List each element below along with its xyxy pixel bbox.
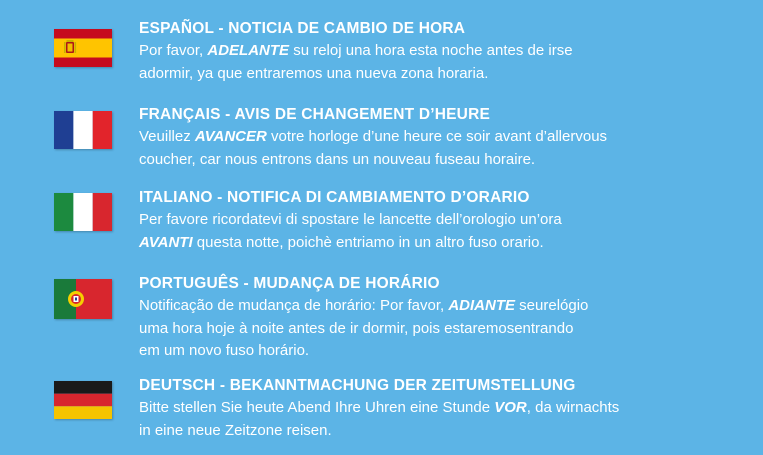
body-line: uma hora hoje à noite antes de ir dormir, pois estaremosentrando bbox=[139, 319, 574, 337]
emphasis: AVANTI bbox=[139, 233, 193, 251]
body-line: Veuillez AVANCER votre horloge d’une heure ce soir avant d’allervous bbox=[139, 128, 608, 145]
france-flag-icon bbox=[54, 111, 112, 149]
italy-flag-icon bbox=[54, 193, 112, 231]
portugal-flag-icon bbox=[54, 279, 112, 319]
section-text bbox=[139, 18, 739, 85]
body-line: AVANTI questa notte, poichè entriamo in un altro fuso orario. bbox=[139, 233, 544, 251]
body-line: Bitte stellen Sie heute Abend Ihre Uhren eine Stunde VOR, da wirnachts bbox=[139, 399, 620, 416]
body-line: Por favor, ADELANTE su reloj una hora esta noche antes de irse bbox=[139, 42, 573, 59]
body-line: adormir, ya que entraremos una nueva zona horaria. bbox=[139, 64, 489, 82]
section-text bbox=[139, 187, 739, 254]
section-title: ITALIANO - NOTIFICA DI CAMBIAMENTO D’ORARIO bbox=[139, 189, 530, 206]
section-text bbox=[139, 273, 739, 363]
section-text bbox=[139, 104, 739, 171]
section-title: DEUTSCH - BEKANNTMACHUNG DER ZEITUMSTELLUNG bbox=[139, 377, 576, 394]
body-line: Per favore ricordatevi di spostare le lancette dell’orologio un’ora bbox=[139, 211, 562, 228]
section-title: FRANÇAIS - AVIS DE CHANGEMENT D’HEURE bbox=[139, 106, 490, 123]
body-line: in eine neue Zeitzone reisen. bbox=[139, 421, 332, 439]
germany-flag-icon bbox=[54, 381, 112, 419]
section-title: ESPAÑOL - NOTICIA DE CAMBIO DE HORA bbox=[139, 20, 466, 37]
body-line: Notificação de mudança de horário: Por favor, ADIANTE seurelógio bbox=[139, 297, 589, 314]
body-line: coucher, car nous entrons dans un nouveau fuseau horaire. bbox=[139, 150, 536, 168]
emphasis: ADIANTE bbox=[448, 297, 516, 314]
emphasis: ADELANTE bbox=[207, 42, 290, 59]
emphasis: VOR bbox=[494, 399, 527, 416]
body-line: em um novo fuso horário. bbox=[139, 342, 310, 359]
spain-flag-icon bbox=[54, 29, 112, 67]
emphasis: AVANCER bbox=[194, 128, 267, 145]
section-text bbox=[139, 375, 739, 442]
section-title: PORTUGUÊS - MUDANÇA DE HORÁRIO bbox=[139, 275, 440, 292]
